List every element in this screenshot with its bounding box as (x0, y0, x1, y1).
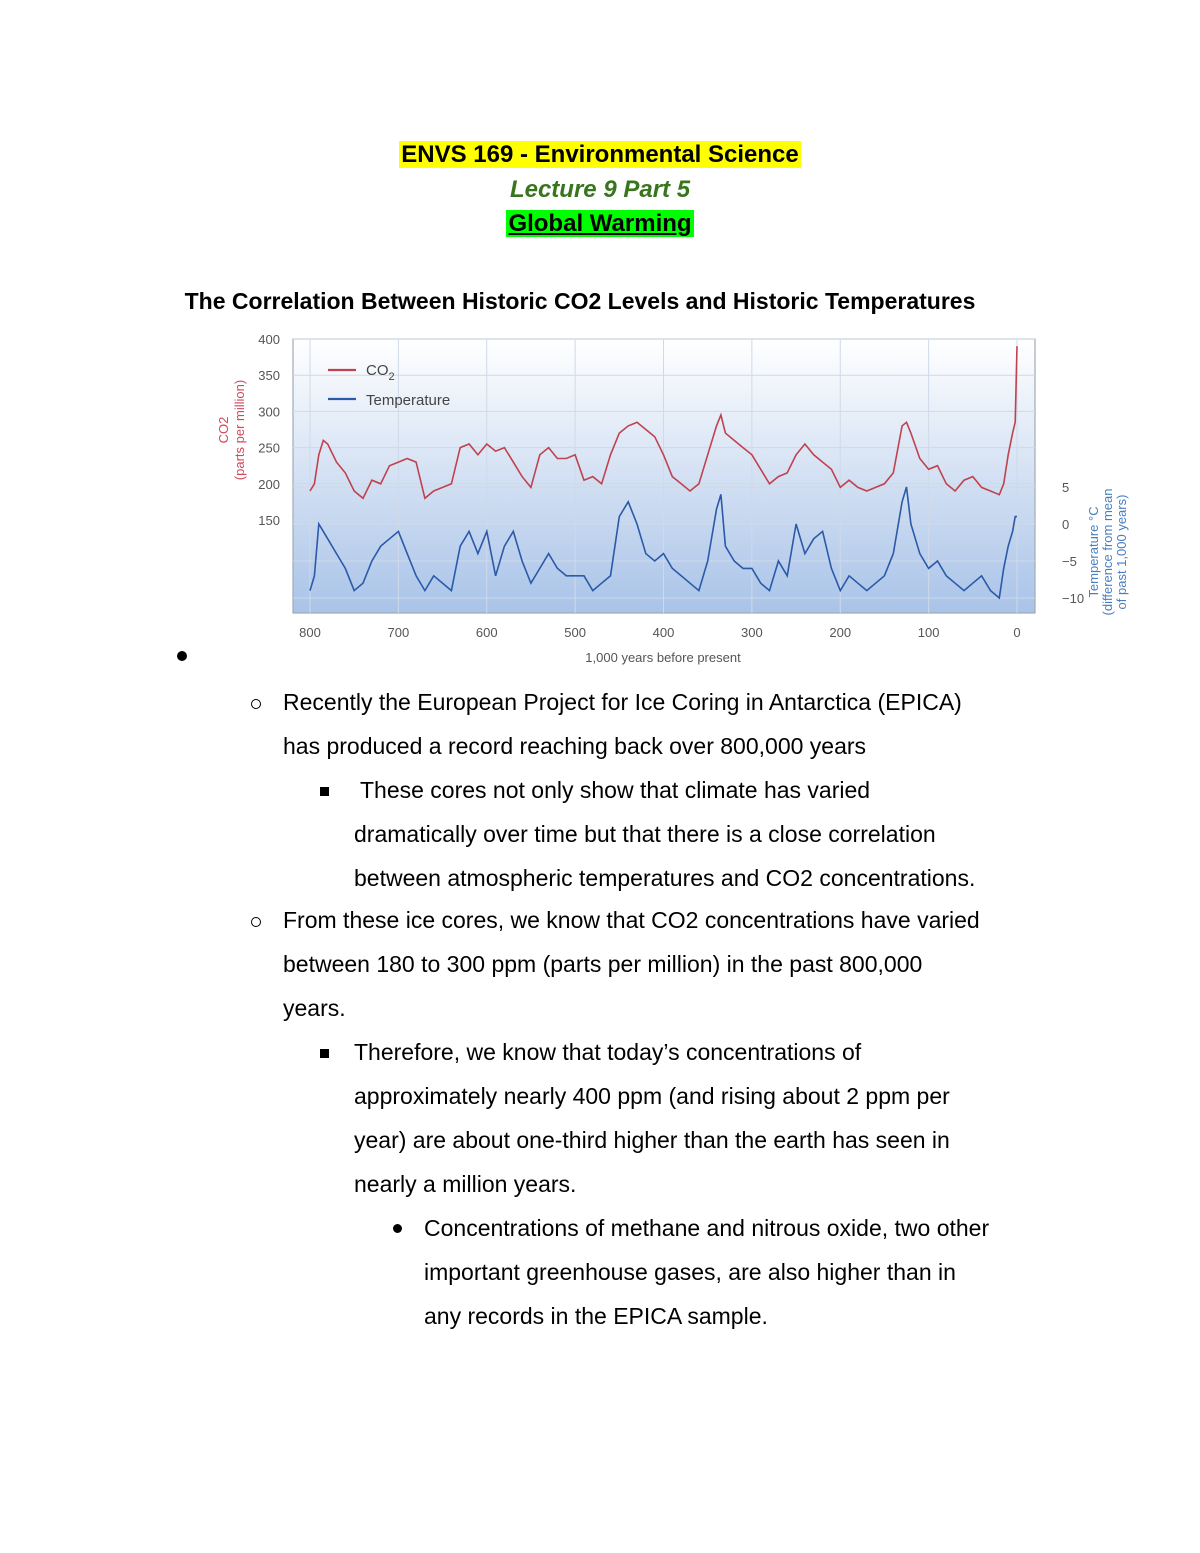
bullet-square (320, 1049, 329, 1058)
lecture-subtitle: Lecture 9 Part 5 (509, 176, 691, 203)
legend-temperature-label: Temperature (366, 392, 451, 409)
y-right-label-3: of past 1,000 years) (1114, 494, 1129, 610)
x-tick-label: 0 (1013, 625, 1021, 640)
item2-line2: between 180 to 300 ppm (parts per million) in the past 800,000 (283, 951, 923, 977)
item2-sub-text (354, 1030, 1114, 1206)
y-left-label-2: (parts per million) (232, 379, 247, 481)
x-tick-label: 200 (829, 625, 852, 640)
section-heading: The Correlation Between Historic CO2 Levels and Historic Temperatures (184, 288, 976, 314)
item2-sub-line3: year) are about one-third higher than the earth has seen in (354, 1127, 950, 1153)
bullet-dot (393, 1224, 402, 1233)
x-tick-label: 700 (387, 625, 410, 640)
item2-sub-line2: approximately nearly 400 ppm (and rising about 2 ppm per (354, 1083, 950, 1109)
y-left-tick-label: 300 (258, 404, 280, 420)
x-tick-label: 500 (564, 625, 586, 640)
course-title-text: ENVS 169 - Environmental Science (401, 141, 799, 168)
y-right-label-2: (difference from mean (1100, 488, 1115, 616)
y-left-tick-label: 150 (258, 513, 280, 528)
x-tick-label: 600 (475, 625, 498, 640)
x-tick-label: 400 (652, 625, 675, 640)
bullet-square (320, 787, 329, 796)
bullet-dot (177, 651, 187, 661)
co2-temperature-chart (200, 322, 1150, 667)
legend-co2-label: $CO_2$ (366, 362, 395, 383)
item2-subsub-line2: important greenhouse gases, are also higher than in (424, 1259, 956, 1285)
item2-line1: From these ice cores, we know that CO2 concentrations have varied (283, 907, 980, 933)
course-title (0, 141, 1200, 169)
item2-sub-line4: nearly a million years. (354, 1171, 577, 1197)
x-tick-label: 100 (917, 625, 940, 640)
x-axis-label: 1,000 years before present (585, 650, 741, 665)
item1-text (283, 680, 1103, 768)
item1-sub-line2: dramatically over time but that there is a close correlation (354, 821, 936, 847)
topic-title (0, 210, 1200, 238)
item1-sub-line3: between atmospheric temperatures and CO2 concentrations. (354, 865, 976, 891)
x-tick-label: 800 (299, 625, 321, 640)
y-right-tick-label: 5 (1062, 480, 1070, 495)
item2-line3: years. (283, 995, 346, 1021)
item1-sub-text (354, 768, 1114, 900)
topic-title-text: Global Warming (508, 210, 692, 237)
bullet-circle (251, 699, 261, 709)
item2-subsub-text (424, 1206, 1124, 1338)
item2-text (283, 898, 1103, 1030)
y-left-tick-label: 400 (258, 332, 280, 347)
item2-sub-line1: Therefore, we know that today’s concentrations of (354, 1039, 862, 1065)
y-left-tick-label: 200 (258, 476, 280, 492)
item1-line2: has produced a record reaching back over 800,000 years (283, 733, 867, 759)
y-right-tick-label: −5 (1062, 554, 1077, 569)
item2-subsub-line3: any records in the EPICA sample. (424, 1303, 768, 1329)
bullet-circle (251, 917, 261, 927)
item2-subsub-line1: Concentrations of methane and nitrous oxide, two other (424, 1215, 990, 1241)
y-right-label-1: Temperature °C (1086, 506, 1101, 598)
item1-sub-line1: These cores not only show that climate has varied (354, 777, 871, 803)
y-right-tick-label: −10 (1062, 591, 1085, 606)
y-left-tick-label: 250 (258, 440, 280, 456)
y-left-tick-label: 350 (258, 368, 280, 384)
y-right-tick-label: 0 (1062, 517, 1070, 532)
item1-line1: Recently the European Project for Ice Coring in Antarctica (EPICA) (283, 689, 962, 715)
y-left-label-1: CO2 (216, 416, 231, 444)
x-tick-label: 300 (741, 625, 763, 640)
